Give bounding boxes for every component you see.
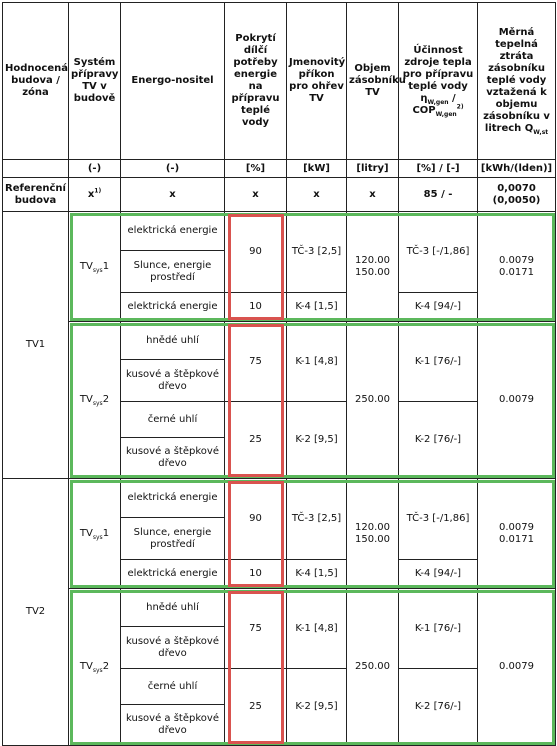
coverage-cell: 10 [225, 560, 287, 589]
storage-loss-value: 0.0171 [499, 533, 535, 545]
coverage-cell: 25 [225, 402, 287, 479]
power-cell: TČ-3 [2,5] [287, 212, 347, 293]
unit-power: [kW] [287, 160, 347, 178]
reference-system [69, 178, 121, 212]
storage-loss-cell [478, 212, 556, 322]
header-power: Jmenovitý příkon pro ohřev TV [287, 3, 347, 160]
energy-carrier: elektrická energie [121, 560, 225, 589]
volume-value: 250.00 [355, 394, 391, 405]
system-label [69, 479, 121, 589]
system-name: TV [79, 394, 93, 405]
header-efficiency-main: Účinnost zdroje tepla pro přípravu teplé vody [402, 45, 474, 92]
storage-loss-value: 0.0079 [499, 394, 535, 405]
header-system: Systém přípravy TV v budově [69, 3, 121, 160]
reference-row [3, 178, 556, 212]
header-carrier: Energo-nositel [121, 3, 225, 160]
storage-loss-value: 0.0171 [499, 266, 535, 278]
volume-value: 250.00 [355, 661, 391, 672]
reference-system-x: x [87, 188, 95, 200]
efficiency-cell: K-1 [76/-] [399, 322, 478, 402]
efficiency-cell: K-4 [94/-] [399, 560, 478, 589]
power-cell: K-2 [9,5] [287, 669, 347, 746]
header-efficiency-note: 2) [456, 103, 464, 111]
volume-cell [347, 212, 399, 322]
reference-storage-loss [478, 178, 556, 212]
efficiency-cell: K-1 [76/-] [399, 589, 478, 669]
system-label [69, 589, 121, 746]
storage-loss-cell [478, 322, 556, 479]
coverage-cell: 10 [225, 293, 287, 322]
energy-carrier: elektrická energie [121, 479, 225, 518]
system-num: 1 [102, 260, 110, 272]
coverage-cell: 75 [225, 322, 287, 402]
volume-cell [347, 479, 399, 589]
energy-carrier: kusové a štěpkové dřevo [121, 360, 225, 402]
storage-loss-value: 0.0079 [499, 521, 535, 533]
power-cell: K-4 [1,5] [287, 560, 347, 589]
header-row [3, 3, 556, 160]
power-cell: K-1 [4,8] [287, 589, 347, 669]
header-efficiency-eta: η [420, 93, 428, 104]
tv-systems-table-container [2, 2, 555, 736]
energy-carrier: černé uhlí [121, 669, 225, 705]
reference-power: x [287, 178, 347, 212]
reference-carrier: x [121, 178, 225, 212]
reference-coverage: x [225, 178, 287, 212]
power-cell: K-4 [1,5] [287, 293, 347, 322]
data-row [3, 479, 556, 518]
header-volume: Objem zásobníku TV [347, 3, 399, 160]
unit-efficiency: [%] / [-] [399, 160, 478, 178]
volume-value: 150.00 [355, 533, 391, 545]
energy-carrier: černé uhlí [121, 402, 225, 438]
reference-label: Referenční budova [3, 178, 69, 212]
unit-carrier: (-) [121, 160, 225, 178]
header-efficiency-cop: / COP [412, 93, 456, 116]
storage-loss-cell [478, 589, 556, 746]
reference-efficiency: 85 / - [399, 178, 478, 212]
power-cell: TČ-3 [2,5] [287, 479, 347, 560]
system-sub: sys [92, 266, 103, 274]
coverage-cell: 90 [225, 212, 287, 293]
efficiency-cell: TČ-3 [-/1,86] [399, 212, 478, 293]
header-zone: Hodnocená budova / zóna [3, 3, 69, 160]
data-row [3, 589, 556, 627]
header-storage-loss-sub: W,st [533, 129, 549, 136]
reference-storage-loss-b: (0,0050) [492, 194, 541, 206]
system-num: 2 [102, 661, 110, 672]
unit-zone [3, 160, 69, 178]
system-name: TV [79, 260, 93, 272]
system-sub: sys [92, 533, 103, 541]
volume-cell [347, 322, 399, 479]
coverage-cell: 25 [225, 669, 287, 746]
volume-value: 150.00 [355, 266, 391, 278]
header-storage-loss-main: Měrná tepelná ztráta zásobníku teplé vody vztažená k objemu zásobníku v litrech Q [483, 27, 550, 134]
energy-carrier: elektrická energie [121, 212, 225, 251]
energy-carrier: hnědé uhlí [121, 589, 225, 627]
energy-carrier: Slunce, energie prostředí [121, 251, 225, 293]
efficiency-cell: TČ-3 [-/1,86] [399, 479, 478, 560]
unit-storage-loss: [kWh/(lden)] [478, 160, 556, 178]
efficiency-cell: K-2 [76/-] [399, 402, 478, 479]
volume-value: 120.00 [355, 521, 391, 533]
coverage-cell: 90 [225, 479, 287, 560]
system-num: 1 [102, 527, 110, 539]
volume-value: 120.00 [355, 254, 391, 266]
data-row [3, 322, 556, 360]
volume-cell [347, 589, 399, 746]
energy-carrier: kusové a štěpkové dřevo [121, 627, 225, 669]
coverage-cell: 75 [225, 589, 287, 669]
unit-volume: [litry] [347, 160, 399, 178]
energy-carrier: kusové a štěpkové dřevo [121, 438, 225, 479]
system-label [69, 212, 121, 322]
system-sub: sys [92, 667, 103, 674]
header-efficiency-eta-sub: W,gen [427, 99, 449, 106]
header-storage-loss [478, 3, 556, 160]
efficiency-cell: K-2 [76/-] [399, 669, 478, 746]
power-cell: K-1 [4,8] [287, 322, 347, 402]
zone-label: TV2 [3, 479, 69, 746]
power-cell: K-2 [9,5] [287, 402, 347, 479]
system-label [69, 322, 121, 479]
reference-system-note: 1) [94, 187, 102, 195]
system-name: TV [79, 527, 93, 539]
unit-system: (-) [69, 160, 121, 178]
header-efficiency-cop-sub: W,gen [435, 111, 457, 118]
tv-systems-table [2, 2, 556, 746]
efficiency-cell: K-4 [94/-] [399, 293, 478, 322]
reference-volume: x [347, 178, 399, 212]
system-sub: sys [92, 400, 103, 407]
energy-carrier: hnědé uhlí [121, 322, 225, 360]
energy-carrier: Slunce, energie prostředí [121, 518, 225, 560]
energy-carrier: elektrická energie [121, 293, 225, 322]
data-row [3, 212, 556, 251]
system-name: TV [79, 661, 93, 672]
storage-loss-value: 0.0079 [499, 254, 535, 266]
unit-coverage: [%] [225, 160, 287, 178]
zone-label: TV1 [3, 212, 69, 479]
units-row [3, 160, 556, 178]
reference-storage-loss-a: 0,0070 [497, 182, 536, 194]
system-num: 2 [102, 394, 110, 405]
energy-carrier: kusové a štěpkové dřevo [121, 705, 225, 746]
storage-loss-cell [478, 479, 556, 589]
header-efficiency [399, 3, 478, 160]
storage-loss-value: 0.0079 [499, 661, 535, 672]
header-coverage: Pokrytí dílčí potřeby energie na přípravu teplé vody [225, 3, 287, 160]
